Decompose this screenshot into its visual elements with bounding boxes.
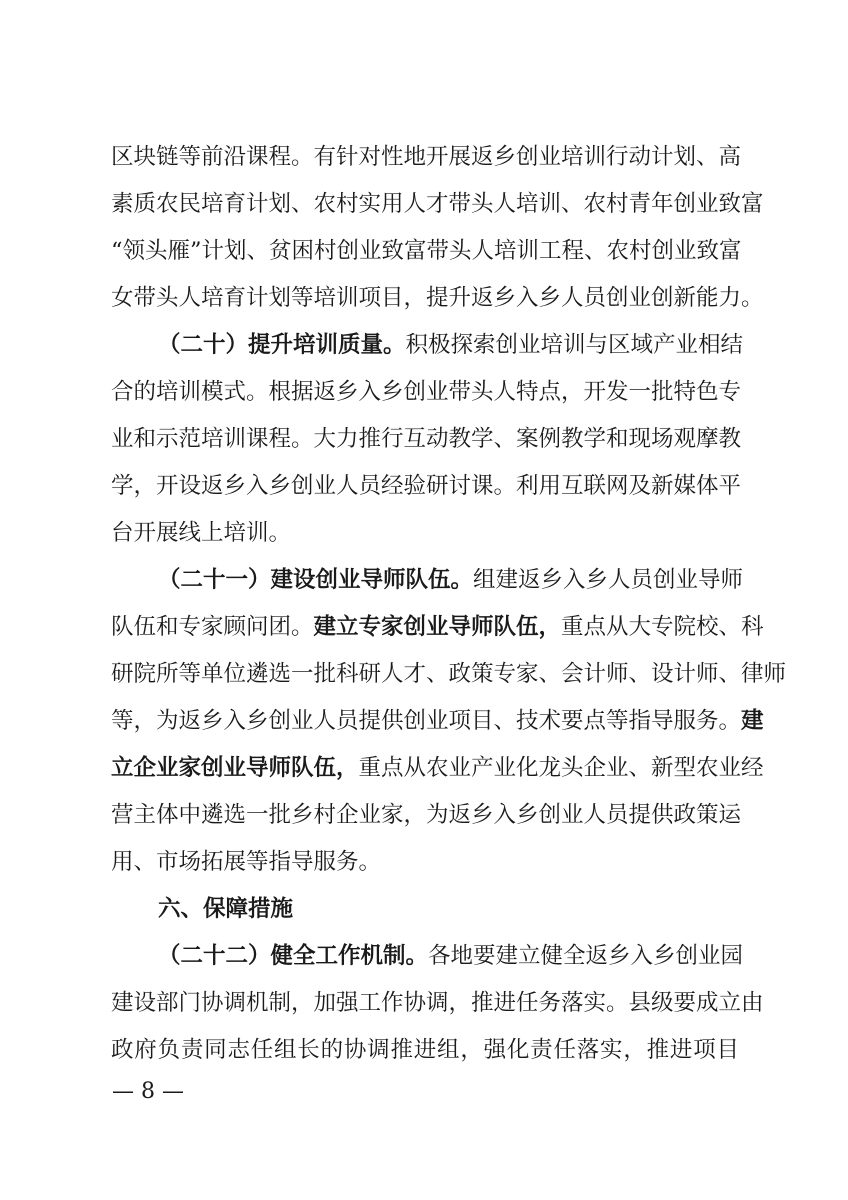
paragraph-line: 合的培训模式。根据返乡入乡创业带头人特点，开发一批特色专 <box>111 379 742 405</box>
paragraph-line: 业和示范培训课程。大力推行互动教学、案例教学和现场观摩教 <box>111 426 742 452</box>
paragraph-line <box>158 560 744 600</box>
paragraph-line: 学，开设返乡入乡创业人员经验研讨课。利用互联网及新媒体平 <box>111 473 742 499</box>
paragraph-text: 组建返乡入乡人员创业导师 <box>473 567 744 593</box>
paragraph-line: 政府负责同志任组长的协调推进组，强化责任落实，推进项目 <box>111 1037 739 1063</box>
paragraph-line: 营主体中遴选一批乡村企业家，为返乡入乡创业人员提供政策运 <box>111 802 742 828</box>
bold-text: 建 <box>741 708 764 734</box>
section-lead: （二十一）建设创业导师队伍。 <box>158 567 474 593</box>
paragraph-line: 用、市场拓展等指导服务。 <box>111 849 382 875</box>
section-heading: 六、保障措施 <box>158 896 294 922</box>
page-number: — 8 — <box>112 1079 184 1104</box>
section-lead: （二十）提升培训质量。 <box>158 332 406 358</box>
paragraph-line: 女带头人培育计划等培训项目，提升返乡入乡人员创业创新能力。 <box>111 285 764 311</box>
paragraph-line: “领头雁”计划、贫困村创业致富带头人培训工程、农村创业致富 <box>111 238 742 264</box>
paragraph-line: 区块链等前沿课程。有针对性地开展返乡创业培训行动计划、高 <box>111 144 742 170</box>
paragraph-line <box>111 701 764 741</box>
paragraph-text: 重点从农业产业化龙头企业、新型农业经 <box>358 755 764 781</box>
paragraph-line: 建设部门协调机制，加强工作协调，推进任务落实。县级要成立由 <box>111 990 764 1016</box>
paragraph-line <box>111 607 764 647</box>
paragraph-line: 研院所等单位遴选一批科研人才、政策专家、会计师、设计师、律师 <box>111 661 787 687</box>
paragraph-line <box>111 748 764 788</box>
bold-text: 建立专家创业导师队伍， <box>313 614 562 640</box>
paragraph-line <box>158 325 744 365</box>
paragraph-line <box>158 936 744 976</box>
paragraph-line: 素质农民培育计划、农村实用人才带头人培训、农村青年创业致富 <box>111 191 764 217</box>
paragraph-text: 队伍和专家顾问团。 <box>111 614 314 640</box>
paragraph-text: 积极探索创业培训与区域产业相结 <box>405 332 744 358</box>
paragraph-text: 各地要建立健全返乡入乡创业园 <box>428 943 744 969</box>
bold-text: 立企业家创业导师队伍， <box>111 755 359 781</box>
paragraph-line: 台开展线上培训。 <box>111 520 292 546</box>
paragraph-text: 重点从大专院校、科 <box>561 614 764 640</box>
section-lead: （二十二）健全工作机制。 <box>158 943 429 969</box>
paragraph-text: 等，为返乡入乡创业人员提供创业项目、技术要点等指导服务。 <box>111 708 742 734</box>
